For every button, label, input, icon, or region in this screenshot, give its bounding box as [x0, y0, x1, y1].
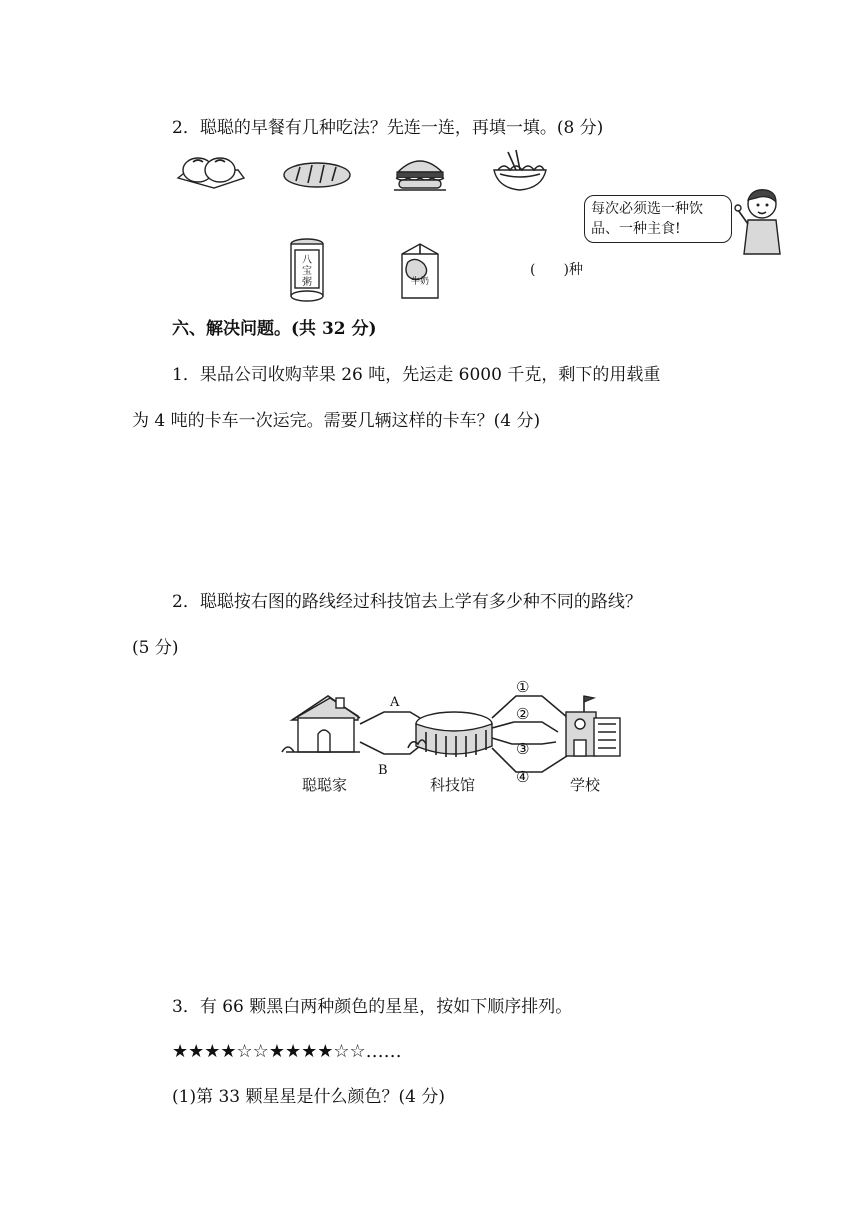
question-1-line-2: 为 4 吨的卡车一次运完。需要几辆这样的卡车？(4 分): [132, 411, 541, 431]
route-diagram: [280, 662, 630, 802]
question-2-breakfast-text: 2．聪聪的早餐有几种吃法？先连一连，再填一填。(8 分): [172, 118, 604, 138]
speech-bubble: 每次必须选一种饮品、一种主食!: [584, 195, 732, 243]
question-2-route-line-2: (5 分): [132, 638, 179, 658]
route-1-label: ①: [516, 678, 530, 696]
question-3-line-1: 3．有 66 颗黑白两种颜色的星星，按如下顺序排列。: [172, 997, 573, 1017]
question-1-line-1: 1．果品公司收购苹果 26 吨，先运走 6000 千克，剩下的用载重: [172, 365, 661, 385]
museum-label: 科技馆: [430, 776, 476, 794]
svg-text:牛奶: 牛奶: [410, 277, 430, 287]
question-3-sub-1: (1)第 33 颗星星是什么颜色？(4 分): [172, 1087, 446, 1107]
svg-text:八: 八: [302, 255, 312, 266]
route-3-label: ③: [516, 740, 530, 758]
star-sequence: ★★★★☆☆★★★★☆☆……: [172, 1041, 402, 1062]
route-a-label: A: [390, 695, 400, 710]
noodles-icon: [490, 150, 550, 192]
answer-blank[interactable]: ( )种: [530, 262, 583, 278]
congee-can-icon: [288, 238, 326, 302]
milk-carton-icon: [396, 240, 444, 300]
school-label: 学校: [570, 776, 601, 794]
svg-text:宝: 宝: [302, 266, 312, 277]
route-2-label: ②: [516, 705, 530, 723]
route-b-label: B: [378, 763, 388, 778]
section-title: 六、解决问题。(共 32 分): [172, 319, 377, 339]
boy-icon: [736, 186, 784, 256]
hamburger-icon: [392, 152, 448, 194]
svg-text:粥: 粥: [302, 277, 312, 288]
home-label: 聪聪家: [302, 776, 348, 794]
question-2-route-line-1: 2．聪聪按右图的路线经过科技馆去上学有多少种不同的路线？: [172, 592, 642, 612]
route-4-label: ④: [516, 768, 530, 786]
steamed-buns-icon: [176, 148, 246, 190]
bread-icon: [282, 160, 352, 190]
school-icon: [566, 696, 620, 756]
museum-icon: [408, 712, 492, 757]
house-icon: [282, 696, 360, 752]
